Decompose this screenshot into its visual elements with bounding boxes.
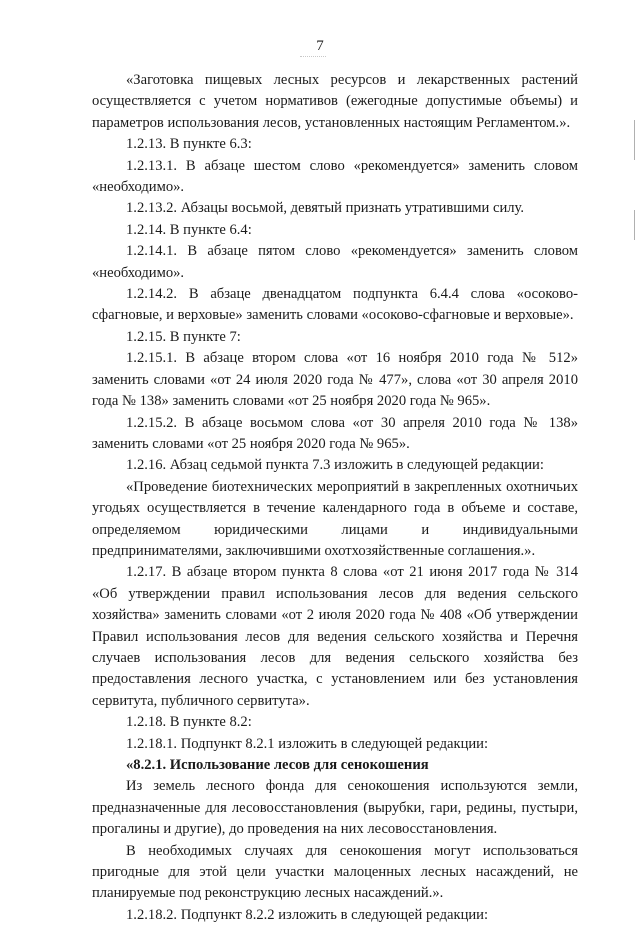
paragraph: 1.2.15.2. В абзаце восьмом слова «от 30 апреля 2010 года № 138» заменить словами «от 25 ноября 2020 года № 965». (92, 414, 578, 452)
paragraph: 1.2.13. В пункте 6.3: (126, 136, 252, 153)
edge-scan-mark (634, 120, 635, 160)
scan-artifact (300, 56, 326, 60)
paragraph: 1.2.14. В пункте 6.4: (126, 221, 252, 238)
document-body (92, 70, 578, 926)
section-heading: «8.2.1. Использование лесов для сенокошения (126, 757, 429, 773)
paragraph: 1.2.18. В пункте 8.2: (126, 714, 252, 731)
paragraph: 1.2.13.1. В абзаце шестом слово «рекомендуется» заменить словом «необходимо». (92, 157, 578, 196)
paragraph: 1.2.18.1. Подпункт 8.2.1 изложить в следующей редакции: (126, 735, 489, 752)
paragraph: 1.2.15.1. В абзаце втором слова «от 16 ноября 2010 года № 512» заменить словами «от 24 июля 2020 года № 477», слова «от 30 апреля 2010 года № 138» заменить словами «от 25 ноября 2020 года № 965». (92, 350, 578, 410)
paragraph: 1.2.15. В пункте 7: (126, 328, 241, 345)
paragraph: «Проведение биотехнических мероприятий в закрепленных охотничьих угодьях осуществляется в течение календарного года в объеме и составе, определяемом юридическими лицами и индивидуальными предпринимателями, заключившими охотхозяйственные соглашения.». (92, 478, 578, 559)
page-number: 7 (316, 38, 324, 54)
paragraph: 1.2.18.2. Подпункт 8.2.2 изложить в следующей редакции: (126, 906, 489, 923)
paragraph: 1.2.16. Абзац седьмой пункта 7.3 изложить в следующей редакции: (126, 457, 544, 474)
paragraph: 1.2.14.1. В абзаце пятом слово «рекомендуется» заменить словом «необходимо». (92, 243, 578, 281)
paragraph: 1.2.13.2. Абзацы восьмой, девятый признать утратившими силу. (126, 200, 525, 217)
edge-scan-mark (634, 210, 635, 240)
paragraph: 1.2.17. В абзаце втором пункта 8 слова «от 21 июня 2017 года № 314 «Об утверждении правил использования лесов для ведения сельского хозяйства» заменить словами «от 2 июля 2020 года № 408 «Об утверждении Правил использования лесов для ведения сельского хозяйства и Перечня случаев использования лесов для ведения сельского хозяйства без предоставления лесного участка, с установлением или без установления сервитута, публичного сервитута». (92, 564, 578, 709)
paragraph: 1.2.14.2. В абзаце двенадцатом подпункта 6.4.4 слова «осоково-сфагновые, и верховые» заменить словами «осоково-сфагновые и верховые». (92, 286, 578, 324)
paragraph: Из земель лесного фонда для сенокошения используются земли, предназначенные для лесовосстановления (вырубки, гари, редины, пустыри, прогалины и другие), до проведения на них лесовосстановления. (92, 778, 578, 838)
paragraph: В необходимых случаях для сенокошения могут использоваться пригодные для этой цели участки малоценных лесных насаждений, не планируемые под реконструкцию лесных насаждений.». (92, 842, 578, 902)
paragraph: «Заготовка пищевых лесных ресурсов и лекарственных растений осуществляется с учетом нормативов (ежегодные допустимые объемы) и параметров использования лесов, установленных настоящим Регламентом.». (92, 72, 578, 131)
